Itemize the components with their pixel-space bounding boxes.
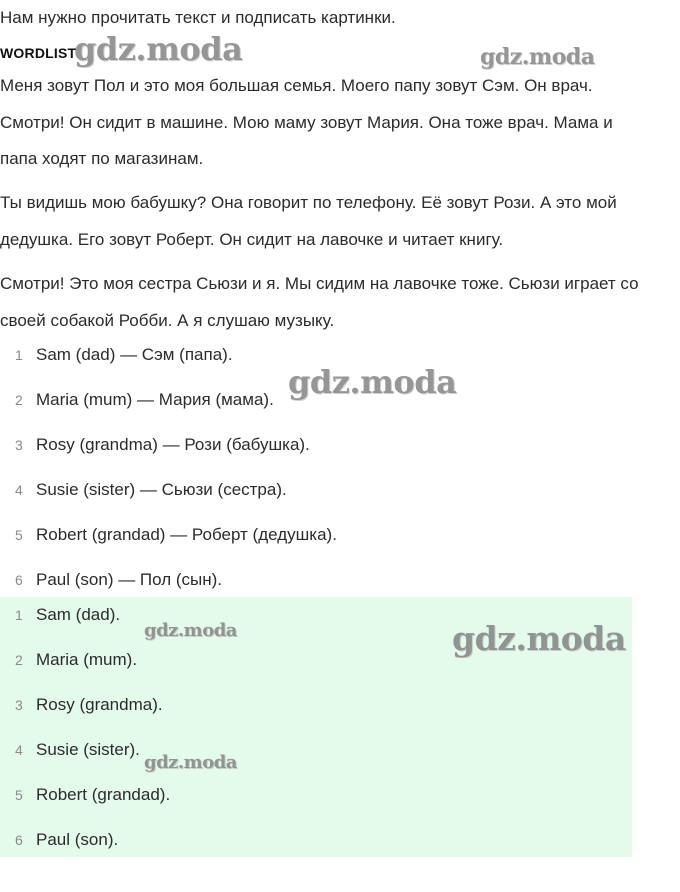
- watermark: gdz.moda: [288, 363, 457, 401]
- watermark: gdz.moda: [452, 619, 626, 658]
- watermark: gdz.moda: [480, 44, 595, 70]
- list-text: Sam (dad) — Сэм (папа).: [36, 345, 233, 364]
- list-text: Robert (grandad).: [36, 785, 171, 804]
- list-number: 6: [15, 572, 23, 588]
- paragraph-line: своей собакой Робби. А я слушаю музыку.: [0, 311, 335, 330]
- watermark: gdz.moda: [74, 30, 243, 68]
- paragraph-line: Смотри! Он сидит в машине. Мою маму зовут Мария. Она тоже врач. Мама и: [0, 113, 613, 132]
- paragraph-line: Ты видишь мою бабушку? Она говорит по телефону. Её зовут Рози. А это мой: [0, 193, 617, 212]
- list-number: 5: [15, 527, 23, 543]
- paragraph-line: папа ходят по магазинам.: [0, 149, 204, 168]
- list-number: 4: [15, 482, 23, 498]
- list-number: 1: [15, 347, 23, 363]
- paragraph-line: дедушка. Его зовут Роберт. Он сидит на лавочке и читает книгу.: [0, 230, 504, 249]
- task-instruction: Нам нужно прочитать текст и подписать картинки.: [0, 8, 396, 27]
- list-number: 4: [15, 742, 23, 758]
- paragraph-line: Меня зовут Пол и это моя большая семья. Моего папу зовут Сэм. Он врач.: [0, 76, 593, 95]
- list-text: Rosy (grandma).: [36, 695, 163, 714]
- list-text: Rosy (grandma) — Рози (бабушка).: [36, 435, 310, 454]
- list-text: Sam (dad).: [36, 605, 121, 624]
- list-number: 2: [15, 392, 23, 408]
- list-text: Susie (sister).: [36, 740, 140, 759]
- list-text: Robert (grandad) — Роберт (дедушка).: [36, 525, 337, 544]
- wordlist-label: WORDLIST: [0, 45, 77, 61]
- list-number: 3: [15, 697, 23, 713]
- list-number: 2: [15, 652, 23, 668]
- paragraph-line: Смотри! Это моя сестра Сьюзи и я. Мы сидим на лавочке тоже. Сьюзи играет со: [0, 274, 639, 293]
- list-number: 6: [15, 832, 23, 848]
- watermark: gdz.moda: [144, 620, 237, 641]
- list-number: 1: [15, 607, 23, 623]
- list-number: 5: [15, 787, 23, 803]
- list-text: Paul (son) — Пол (сын).: [36, 570, 223, 589]
- list-number: 3: [15, 437, 23, 453]
- watermark: gdz.moda: [144, 752, 237, 773]
- list-text: Susie (sister) — Сьюзи (сестра).: [36, 480, 287, 499]
- list-text: Maria (mum) — Мария (мама).: [36, 390, 274, 409]
- list-text: Paul (son).: [36, 830, 119, 849]
- list-text: Maria (mum).: [36, 650, 138, 669]
